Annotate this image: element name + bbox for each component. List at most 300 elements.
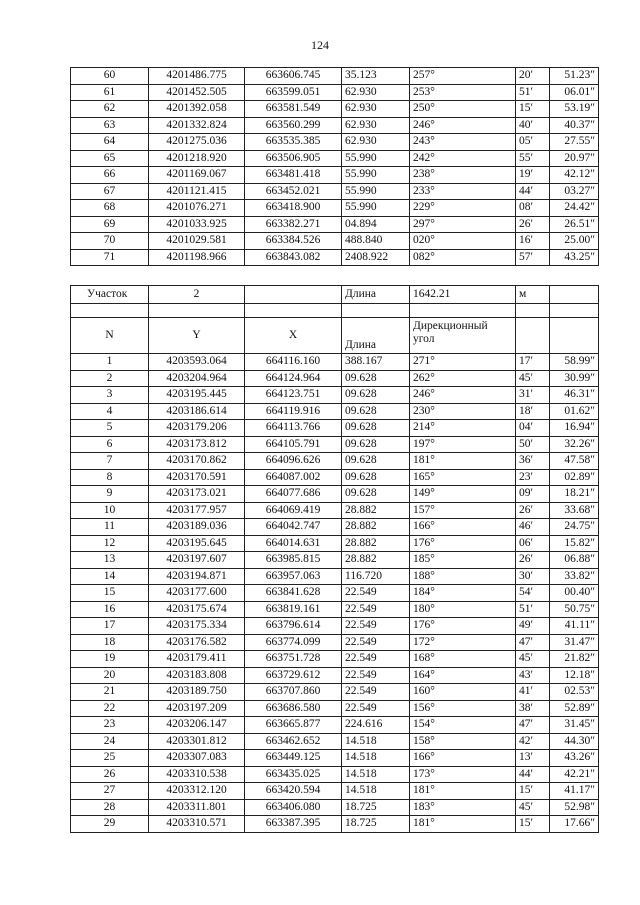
x-coordinate: 663841.628: [245, 585, 342, 602]
angle-minutes: 15′: [516, 816, 550, 833]
angle-minutes: 26′: [516, 502, 550, 519]
segment-length: 09.628: [342, 453, 410, 470]
angle-minutes: 51′: [516, 601, 550, 618]
angle-degrees: 230°: [410, 403, 516, 420]
y-coordinate: 4203176.582: [149, 634, 245, 651]
segment-length: 09.628: [342, 436, 410, 453]
y-coordinate: 4203170.862: [149, 453, 245, 470]
plot-info-row: [71, 286, 599, 304]
segment-length: 488.840: [342, 233, 410, 250]
angle-minutes: 42′: [516, 733, 550, 750]
x-coordinate: 663751.728: [245, 651, 342, 668]
y-coordinate: 4201486.775: [149, 68, 245, 85]
segment-length: 14.518: [342, 733, 410, 750]
table-row: [71, 717, 599, 734]
segment-length: 28.882: [342, 535, 410, 552]
angle-minutes: 44′: [516, 183, 550, 200]
segment-length: 22.549: [342, 634, 410, 651]
table-row: [71, 519, 599, 536]
table-row: [71, 700, 599, 717]
point-number: 64: [71, 134, 149, 151]
table-row: [71, 552, 599, 569]
angle-degrees: 233°: [410, 183, 516, 200]
point-number: 19: [71, 651, 149, 668]
angle-seconds: 41.17″: [550, 783, 599, 800]
angle-seconds: 32.26″: [550, 436, 599, 453]
angle-minutes: 20′: [516, 68, 550, 85]
x-coordinate: 663599.051: [245, 84, 342, 101]
y-coordinate: 4203307.083: [149, 750, 245, 767]
segment-length: 09.628: [342, 420, 410, 437]
y-coordinate: 4203189.750: [149, 684, 245, 701]
point-number: 65: [71, 150, 149, 167]
angle-minutes: 18′: [516, 403, 550, 420]
table-row: [71, 816, 599, 833]
segment-length: 14.518: [342, 750, 410, 767]
angle-minutes: 26′: [516, 216, 550, 233]
angle-degrees: 229°: [410, 200, 516, 217]
table-row: [71, 200, 599, 217]
table-row: [71, 667, 599, 684]
point-number: 62: [71, 101, 149, 118]
table-row: [71, 733, 599, 750]
table-row: [71, 799, 599, 816]
angle-seconds: 43.25″: [550, 249, 599, 266]
y-coordinate: 4201029.581: [149, 233, 245, 250]
angle-seconds: 31.47″: [550, 634, 599, 651]
table-row: [71, 436, 599, 453]
y-coordinate: 4201452.505: [149, 84, 245, 101]
point-number: 24: [71, 733, 149, 750]
angle-degrees: 243°: [410, 134, 516, 151]
table-row: [71, 117, 599, 134]
angle-minutes: 50′: [516, 436, 550, 453]
point-number: 7: [71, 453, 149, 470]
angle-seconds: 53.19″: [550, 101, 599, 118]
table-row: [71, 502, 599, 519]
x-coordinate: 663462.652: [245, 733, 342, 750]
angle-seconds: 00.40″: [550, 585, 599, 602]
segment-length: 09.628: [342, 403, 410, 420]
angle-seconds: 03.27″: [550, 183, 599, 200]
angle-minutes: 47′: [516, 634, 550, 651]
angle-minutes: 13′: [516, 750, 550, 767]
angle-minutes: 45′: [516, 370, 550, 387]
x-coordinate: 663481.418: [245, 167, 342, 184]
angle-degrees: 181°: [410, 453, 516, 470]
segment-length: 14.518: [342, 766, 410, 783]
x-coordinate: 663774.099: [245, 634, 342, 651]
y-coordinate: 4203175.334: [149, 618, 245, 635]
segment-length: 04.894: [342, 216, 410, 233]
coordinates-table-continued: [70, 67, 599, 266]
table-row: [71, 651, 599, 668]
angle-minutes: 54′: [516, 585, 550, 602]
angle-minutes: 09′: [516, 486, 550, 503]
angle-minutes: 26′: [516, 552, 550, 569]
angle-minutes: 06′: [516, 535, 550, 552]
angle-degrees: 164°: [410, 667, 516, 684]
x-coordinate: 664123.751: [245, 387, 342, 404]
x-coordinate: 663506.905: [245, 150, 342, 167]
angle-minutes: 08′: [516, 200, 550, 217]
segment-length: 55.990: [342, 200, 410, 217]
plot-number: 2: [149, 286, 245, 304]
x-coordinate: 663406.080: [245, 799, 342, 816]
table-row: [71, 233, 599, 250]
x-coordinate: 663707.860: [245, 684, 342, 701]
segment-length: 22.549: [342, 684, 410, 701]
table-row: [71, 216, 599, 233]
point-number: 5: [71, 420, 149, 437]
x-coordinate: 663420.594: [245, 783, 342, 800]
table-row: [71, 535, 599, 552]
x-coordinate: 663560.299: [245, 117, 342, 134]
table-row: [71, 601, 599, 618]
segment-length: 62.930: [342, 84, 410, 101]
x-coordinate: 664077.686: [245, 486, 342, 503]
angle-minutes: 45′: [516, 799, 550, 816]
empty-cell: [342, 304, 410, 318]
segment-length: 18.725: [342, 816, 410, 833]
angle-degrees: 257°: [410, 68, 516, 85]
empty-cell: [245, 304, 342, 318]
segment-length: 09.628: [342, 370, 410, 387]
empty-cell: [410, 304, 516, 318]
point-number: 16: [71, 601, 149, 618]
angle-minutes: 17′: [516, 354, 550, 371]
table-row: [71, 387, 599, 404]
empty-cell: [149, 304, 245, 318]
angle-seconds: 42.21″: [550, 766, 599, 783]
point-number: 29: [71, 816, 149, 833]
point-number: 67: [71, 183, 149, 200]
angle-degrees: 185°: [410, 552, 516, 569]
angle-degrees: 180°: [410, 601, 516, 618]
empty-cell: [516, 304, 550, 318]
angle-seconds: 33.82″: [550, 568, 599, 585]
point-number: 28: [71, 799, 149, 816]
x-coordinate: 663985.815: [245, 552, 342, 569]
point-number: 27: [71, 783, 149, 800]
x-coordinate: 664113.766: [245, 420, 342, 437]
point-number: 18: [71, 634, 149, 651]
angle-degrees: 156°: [410, 700, 516, 717]
angle-seconds: 41.11″: [550, 618, 599, 635]
angle-degrees: 168°: [410, 651, 516, 668]
x-coordinate: 663384.526: [245, 233, 342, 250]
y-coordinate: 4201121.415: [149, 183, 245, 200]
angle-minutes: 41′: [516, 684, 550, 701]
angle-seconds: 24.42″: [550, 200, 599, 217]
point-number: 20: [71, 667, 149, 684]
angle-seconds: 06.01″: [550, 84, 599, 101]
angle-seconds: 42.12″: [550, 167, 599, 184]
y-coordinate: 4203204.964: [149, 370, 245, 387]
point-number: 60: [71, 68, 149, 85]
angle-seconds: 15.82″: [550, 535, 599, 552]
y-coordinate: 4203177.957: [149, 502, 245, 519]
segment-length: 28.882: [342, 502, 410, 519]
table-row: [71, 403, 599, 420]
header-direction-angle: [410, 318, 516, 354]
x-coordinate: 664069.419: [245, 502, 342, 519]
angle-seconds: 46.31″: [550, 387, 599, 404]
y-coordinate: 4203179.206: [149, 420, 245, 437]
angle-degrees: 181°: [410, 816, 516, 833]
empty-cell: [516, 318, 550, 354]
segment-length: 18.725: [342, 799, 410, 816]
angle-degrees: 176°: [410, 535, 516, 552]
point-number: 8: [71, 469, 149, 486]
angle-degrees: 158°: [410, 733, 516, 750]
header-row: [71, 318, 599, 354]
angle-degrees: 173°: [410, 766, 516, 783]
point-number: 4: [71, 403, 149, 420]
blank-row: [71, 304, 599, 318]
angle-degrees: 165°: [410, 469, 516, 486]
angle-degrees: 197°: [410, 436, 516, 453]
header-angle-line1: Дирекционный: [413, 320, 488, 332]
angle-degrees: 271°: [410, 354, 516, 371]
segment-length: 22.549: [342, 618, 410, 635]
angle-degrees: 214°: [410, 420, 516, 437]
coordinates-table-plot-2: [70, 285, 599, 833]
empty-cell: [550, 286, 599, 304]
point-number: 1: [71, 354, 149, 371]
angle-degrees: 160°: [410, 684, 516, 701]
point-number: 14: [71, 568, 149, 585]
table-row: [71, 783, 599, 800]
angle-seconds: 12.18″: [550, 667, 599, 684]
angle-degrees: 181°: [410, 783, 516, 800]
empty-cell: [550, 304, 599, 318]
angle-seconds: 18.21″: [550, 486, 599, 503]
angle-minutes: 40′: [516, 117, 550, 134]
y-coordinate: 4203301.812: [149, 733, 245, 750]
table-row: [71, 167, 599, 184]
length-unit: м: [516, 286, 550, 304]
table-row: [71, 101, 599, 118]
angle-degrees: 297°: [410, 216, 516, 233]
segment-length: 55.990: [342, 167, 410, 184]
table-row: [71, 370, 599, 387]
point-number: 11: [71, 519, 149, 536]
point-number: 63: [71, 117, 149, 134]
angle-seconds: 01.62″: [550, 403, 599, 420]
table-row: [71, 469, 599, 486]
angle-seconds: 17.66″: [550, 816, 599, 833]
angle-minutes: 15′: [516, 783, 550, 800]
table-row: [71, 150, 599, 167]
point-number: 6: [71, 436, 149, 453]
y-coordinate: 4203312.120: [149, 783, 245, 800]
angle-seconds: 16.94″: [550, 420, 599, 437]
x-coordinate: 664042.747: [245, 519, 342, 536]
angle-minutes: 15′: [516, 101, 550, 118]
angle-degrees: 188°: [410, 568, 516, 585]
x-coordinate: 663819.161: [245, 601, 342, 618]
table-row: [71, 634, 599, 651]
point-number: 15: [71, 585, 149, 602]
angle-seconds: 58.99″: [550, 354, 599, 371]
point-number: 70: [71, 233, 149, 250]
angle-seconds: 47.58″: [550, 453, 599, 470]
angle-seconds: 02.89″: [550, 469, 599, 486]
angle-minutes: 51′: [516, 84, 550, 101]
y-coordinate: 4203186.614: [149, 403, 245, 420]
segment-length: 62.930: [342, 117, 410, 134]
angle-minutes: 45′: [516, 651, 550, 668]
segment-length: 22.549: [342, 651, 410, 668]
angle-minutes: 57′: [516, 249, 550, 266]
y-coordinate: 4203170.591: [149, 469, 245, 486]
x-coordinate: 663535.385: [245, 134, 342, 151]
header-length: Длина: [342, 318, 410, 354]
segment-length: 55.990: [342, 183, 410, 200]
angle-degrees: 149°: [410, 486, 516, 503]
y-coordinate: 4203197.209: [149, 700, 245, 717]
angle-seconds: 44.30″: [550, 733, 599, 750]
angle-seconds: 24.75″: [550, 519, 599, 536]
table-row: [71, 750, 599, 767]
segment-length: 62.930: [342, 134, 410, 151]
angle-seconds: 20.97″: [550, 150, 599, 167]
angle-minutes: 16′: [516, 233, 550, 250]
y-coordinate: 4203593.064: [149, 354, 245, 371]
plot-label: Участок: [71, 286, 149, 304]
segment-length: 14.518: [342, 783, 410, 800]
empty-cell: [245, 286, 342, 304]
point-number: 3: [71, 387, 149, 404]
y-coordinate: 4201169.067: [149, 167, 245, 184]
point-number: 22: [71, 700, 149, 717]
angle-degrees: 154°: [410, 717, 516, 734]
x-coordinate: 663957.063: [245, 568, 342, 585]
segment-length: 2408.922: [342, 249, 410, 266]
angle-seconds: 21.82″: [550, 651, 599, 668]
segment-length: 388.167: [342, 354, 410, 371]
angle-minutes: 38′: [516, 700, 550, 717]
y-coordinate: 4201033.925: [149, 216, 245, 233]
angle-degrees: 250°: [410, 101, 516, 118]
angle-degrees: 082°: [410, 249, 516, 266]
angle-seconds: 27.55″: [550, 134, 599, 151]
x-coordinate: 663382.271: [245, 216, 342, 233]
table-row: [71, 354, 599, 371]
x-coordinate: 664096.626: [245, 453, 342, 470]
x-coordinate: 663435.025: [245, 766, 342, 783]
segment-length: 09.628: [342, 387, 410, 404]
angle-degrees: 238°: [410, 167, 516, 184]
angle-minutes: 55′: [516, 150, 550, 167]
point-number: 26: [71, 766, 149, 783]
angle-minutes: 23′: [516, 469, 550, 486]
angle-degrees: 183°: [410, 799, 516, 816]
x-coordinate: 663387.395: [245, 816, 342, 833]
page-number: 124: [311, 38, 329, 52]
angle-seconds: 25.00″: [550, 233, 599, 250]
segment-length: 22.549: [342, 601, 410, 618]
angle-seconds: 40.37″: [550, 117, 599, 134]
empty-cell: [550, 318, 599, 354]
x-coordinate: 663686.580: [245, 700, 342, 717]
angle-seconds: 06.88″: [550, 552, 599, 569]
angle-minutes: 30′: [516, 568, 550, 585]
total-length-label: Длина: [342, 286, 410, 304]
point-number: 9: [71, 486, 149, 503]
x-coordinate: 664124.964: [245, 370, 342, 387]
angle-seconds: 30.99″: [550, 370, 599, 387]
segment-length: 09.628: [342, 469, 410, 486]
table-row: [71, 84, 599, 101]
y-coordinate: 4203311.801: [149, 799, 245, 816]
y-coordinate: 4203206.147: [149, 717, 245, 734]
angle-seconds: 51.23″: [550, 68, 599, 85]
table-row: [71, 684, 599, 701]
angle-seconds: 52.89″: [550, 700, 599, 717]
y-coordinate: 4201198.966: [149, 249, 245, 266]
y-coordinate: 4201218.920: [149, 150, 245, 167]
angle-minutes: 44′: [516, 766, 550, 783]
segment-length: 35.123: [342, 68, 410, 85]
x-coordinate: 664105.791: [245, 436, 342, 453]
angle-seconds: 26.51″: [550, 216, 599, 233]
y-coordinate: 4203195.445: [149, 387, 245, 404]
angle-minutes: 05′: [516, 134, 550, 151]
header-n: N: [71, 318, 149, 354]
segment-length: 22.549: [342, 585, 410, 602]
angle-minutes: 47′: [516, 717, 550, 734]
segment-length: 116.720: [342, 568, 410, 585]
y-coordinate: 4203183.808: [149, 667, 245, 684]
angle-degrees: 172°: [410, 634, 516, 651]
table-row: [71, 568, 599, 585]
table-row: [71, 585, 599, 602]
segment-length: 22.549: [342, 700, 410, 717]
point-number: 66: [71, 167, 149, 184]
x-coordinate: 663452.021: [245, 183, 342, 200]
x-coordinate: 663729.612: [245, 667, 342, 684]
empty-cell: [71, 304, 149, 318]
table-row: [71, 420, 599, 437]
angle-degrees: 020°: [410, 233, 516, 250]
point-number: 17: [71, 618, 149, 635]
angle-seconds: 33.68″: [550, 502, 599, 519]
segment-length: 22.549: [342, 667, 410, 684]
angle-degrees: 246°: [410, 117, 516, 134]
y-coordinate: 4203177.600: [149, 585, 245, 602]
point-number: 12: [71, 535, 149, 552]
angle-degrees: 166°: [410, 750, 516, 767]
y-coordinate: 4203197.607: [149, 552, 245, 569]
x-coordinate: 664116.160: [245, 354, 342, 371]
segment-length: 09.628: [342, 486, 410, 503]
angle-minutes: 49′: [516, 618, 550, 635]
angle-degrees: 166°: [410, 519, 516, 536]
y-coordinate: 4203175.674: [149, 601, 245, 618]
angle-degrees: 242°: [410, 150, 516, 167]
angle-minutes: 36′: [516, 453, 550, 470]
point-number: 2: [71, 370, 149, 387]
y-coordinate: 4203173.021: [149, 486, 245, 503]
table-row: [71, 183, 599, 200]
angle-seconds: 43.26″: [550, 750, 599, 767]
y-coordinate: 4201275.036: [149, 134, 245, 151]
x-coordinate: 664119.916: [245, 403, 342, 420]
table-row: [71, 134, 599, 151]
angle-minutes: 19′: [516, 167, 550, 184]
